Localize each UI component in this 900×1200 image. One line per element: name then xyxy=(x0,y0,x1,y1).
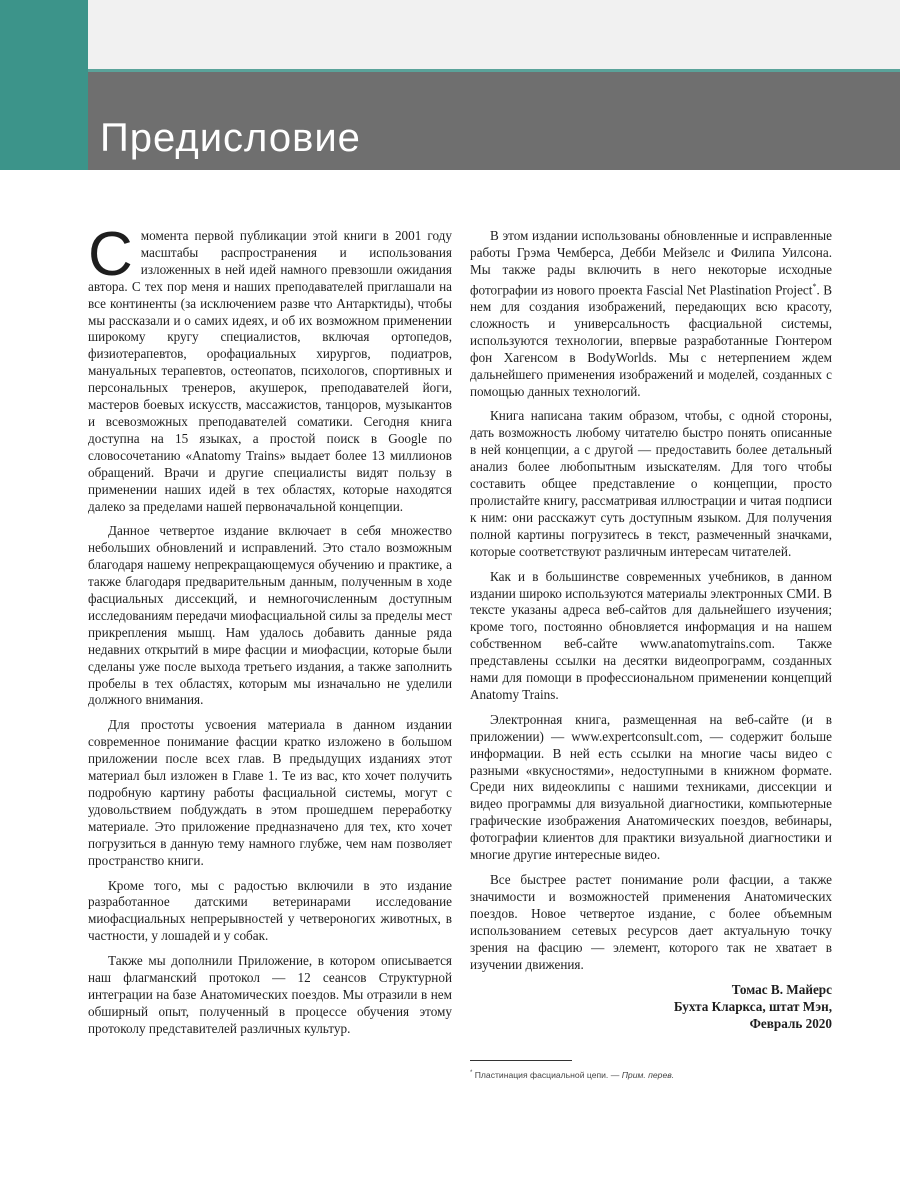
author-date: Февраль 2020 xyxy=(749,1016,832,1032)
paragraph: Как и в большинстве современных учебников, в данном издании широко используются материалы электронных СМИ. В тексте указаны адреса веб-сайтов для дальнейшего изучения; кроме того, постоянно обновляется информация и на нашем собственном веб-сайте www.anatomytrains.com. Также представлены ссылки на десятки видеопрограмм, созданных нами для помощи в профессиональном применении концепций Anatomy Trains. xyxy=(470,568,832,702)
page-title: Предисловие xyxy=(100,116,361,160)
paragraph: С момента первой публикации этой книги в 2001 году масштабы распространения и использования изложенных в ней идей намного превзошли ожидания автора. С тех пор меня и наших преподавателей приглашали на все континенты (за исключением разве что Антарктиды), чтобы мы рассказали и о самих идеях, и об их возможном применении широкому кругу специалистов, включая ортопедов, физиотерапевтов, орофациальных хирургов, подиатров, мануальных терапевтов, остеопатов, психологов, спортивных и персональных тренеров, акушерок, преподавателей йоги, мастеров боевых искусств, массажистов, танцоров, музыкантов и всевозможных преподавателей соматики. Сегодня книга доступна на 15 языках, а простой поиск в Google по словосочетанию «Anatomy Trains» выдает более 13 миллионов обращений. Врачи и другие специалисты видят пользу в применении наших идей в тех областях, которые находятся далеко за пределами нашей первоначальной концепции. xyxy=(88,220,452,514)
author-place: Бухта Кларкса, штат Мэн, xyxy=(673,999,832,1015)
author-name: Томас В. Майерс xyxy=(731,982,832,998)
top-band xyxy=(0,0,900,70)
left-column xyxy=(88,220,452,1046)
paragraph: Для простоты усвоения материала в данном издании современное понимание фасции кратко изложено в большом приложении после всех глав. В предыдущих изданиях этот материал был изложен в Главе 1. Те из вас, кто хочет получить подробную картину работы фасциальной системы, могут с удовольствием побдуждать в этом прошедшем переработку материале. Это приложение предназначено для тех, кто хочет погрузиться в данную тему намного глубже, чем нам позволяет пространство книги. xyxy=(88,717,452,868)
paragraph: Книга написана таким образом, чтобы, с одной стороны, дать возможность любому читателю быстро понять описанные в ней концепции, а с другой — предоставить более детальный анализ более любопытным изыскателям. Для того чтобы составить общее представление о концепции, просто пролистайте книгу, рассматривая иллюстрации и читая подписи к ним: они расскажут суть доступным языком. Для получения полной картины погрузитесь в текст, размеченный значками, которые соответствуют различным интересам читателей. xyxy=(470,408,832,559)
paragraph: В этом издании использованы обновленные и исправленные работы Грэма Чемберса, Дебби Мейзелс и Филипа Уилсона. Мы также рады включить в него некоторые исходные фотографии из нового проекта Fascial Net Plastination Project*. В нем для создания изображений, передающих всю красоту, сложность и универсальность фасциальной системы, используются технологии, впервые разработанные Гюнтером фон Хагенсом в BodyWorlds. Мы с нетерпением ждем дальнейшего применения изображений и моделей, созданных с помощью данных технологий. xyxy=(470,228,832,399)
signature xyxy=(470,981,832,1032)
paragraph: Электронная книга, размещенная на веб-сайте (и в приложении) — www.expertconsult.com, — содержит больше информации. В ней есть ссылки на многие часы видео с разными «вкусностями», недоступными в книжном формате. Среди них видеоклипы с нашими техниками, диссекции и видео программы для визуальной диагностики, компьютерные графические изображения Анатомических поездов, вебинары, фотографии клиентов для практики визуальной диагностики и многие другие интересные видео. xyxy=(470,711,832,863)
footnote-rule xyxy=(470,1060,572,1061)
paragraph: Также мы дополнили Приложение, в котором описывается наш флагманский протокол — 12 сеансов Структурной интеграции на базе Анатомических поездов. Мы отразили в нем обширный опыт, полученный в процессе обучения этому протоколу представителей различных культур. xyxy=(88,953,452,1036)
right-column xyxy=(470,228,832,1084)
accent-bar xyxy=(0,0,88,170)
paragraph: Все быстрее растет понимание роли фасции, а также значимости и возможностей применения Анатомических поездов. Новое четвертое издание, с более объемным использованием сетевых ресурсов дает актуальную точку зрения на фасцию — элемент, которого так не хватает в изучении движения. xyxy=(470,872,832,972)
paragraph: Данное четвертое издание включает в себя множество небольших обновлений и исправлений. Это стало возможным благодаря нашему непрекращающемуся обучению и практике, а также благодаря предварительным данным, полученным в ходе фасциальных диссекций, и немногочисленным доступным исследованиям передачи миофасциальной силы за пределы мест прикрепления мышц. Нам удалось добавить данные ряда недавних открытий в мире фасции и миофасции, которые были сделаны уже после выхода третьего издания, а также заполнить пробелы в тех областях, которым мы изначально не уделили должного внимания. xyxy=(88,523,452,708)
footnote: * Пластинация фасциальной цепи. — Прим. перев. xyxy=(470,1070,675,1081)
paragraph: Кроме того, мы с радостью включили в это издание разработанное датскими ветеринарами исследование миофасциальных непрерывностей у четвероногих животных, в частности, у лошадей и у собак. xyxy=(88,877,452,944)
footnote-ref: * xyxy=(812,281,817,291)
drop-cap: С xyxy=(88,220,133,289)
